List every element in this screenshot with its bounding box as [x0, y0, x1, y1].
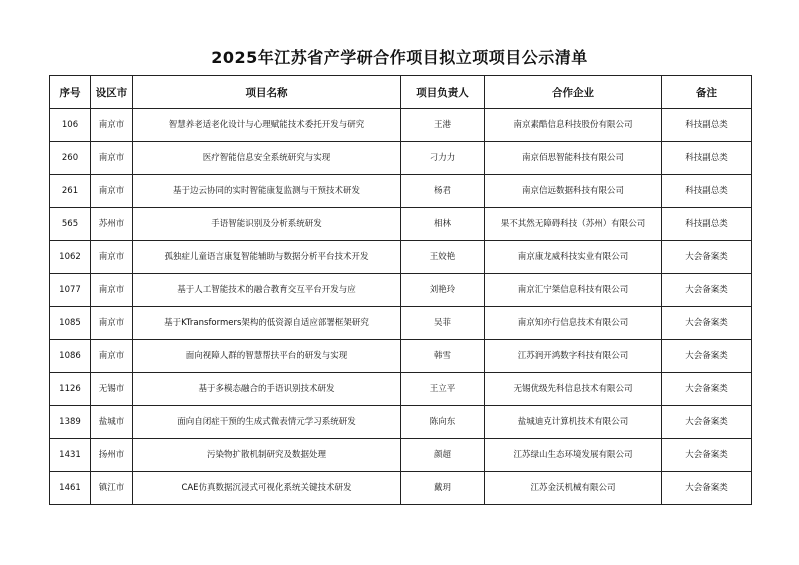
- cell-project-name: 面向视障人群的智慧帮扶平台的研发与实现: [133, 340, 401, 373]
- header-remark: 备注: [662, 76, 752, 109]
- cell-index: 1389: [50, 406, 91, 439]
- cell-project-name: 智慧养老适老化设计与心理赋能技术委托开发与研究: [133, 109, 401, 142]
- cell-remark: 大会备案类: [662, 406, 752, 439]
- cell-index: 565: [50, 208, 91, 241]
- table-row: [50, 175, 752, 208]
- cell-partner-company: 南京佰思智能科技有限公司: [485, 142, 662, 175]
- cell-index: 106: [50, 109, 91, 142]
- cell-remark: 大会备案类: [662, 274, 752, 307]
- cell-project-name: 手语智能识别及分析系统研发: [133, 208, 401, 241]
- table-body: [50, 109, 752, 505]
- table-row: [50, 340, 752, 373]
- cell-project-leader: 王港: [401, 109, 485, 142]
- cell-project-name: 基于多模态融合的手语识别技术研发: [133, 373, 401, 406]
- cell-project-name: 面向自闭症干预的生成式微表情元学习系统研发: [133, 406, 401, 439]
- cell-index: 1062: [50, 241, 91, 274]
- cell-partner-company: 江苏润开鸿数字科技有限公司: [485, 340, 662, 373]
- project-table: [49, 75, 752, 505]
- cell-project-leader: 韩雪: [401, 340, 485, 373]
- cell-partner-company: 南京素酷信息科技股份有限公司: [485, 109, 662, 142]
- cell-partner-company: 无锡优级先科信息技术有限公司: [485, 373, 662, 406]
- cell-partner-company: 江苏绿山生态环境发展有限公司: [485, 439, 662, 472]
- table-row: [50, 142, 752, 175]
- table-row: [50, 241, 752, 274]
- cell-city: 南京市: [91, 109, 133, 142]
- cell-index: 261: [50, 175, 91, 208]
- cell-partner-company: 果不其然无障碍科技（苏州）有限公司: [485, 208, 662, 241]
- cell-partner-company: 盐城迪克计算机技术有限公司: [485, 406, 662, 439]
- cell-remark: 大会备案类: [662, 373, 752, 406]
- cell-partner-company: 南京知亦行信息技术有限公司: [485, 307, 662, 340]
- cell-project-leader: 戴玥: [401, 472, 485, 505]
- cell-index: 1077: [50, 274, 91, 307]
- cell-city: 无锡市: [91, 373, 133, 406]
- cell-index: 260: [50, 142, 91, 175]
- table-row: [50, 208, 752, 241]
- cell-project-name: 医疗智能信息安全系统研究与实现: [133, 142, 401, 175]
- cell-remark: 科技副总类: [662, 142, 752, 175]
- header-project-name: 项目名称: [133, 76, 401, 109]
- header-partner-company: 合作企业: [485, 76, 662, 109]
- page-title: 2025年江苏省产学研合作项目拟立项项目公示清单: [211, 48, 588, 67]
- cell-index: 1431: [50, 439, 91, 472]
- cell-partner-company: 江苏金沃机械有限公司: [485, 472, 662, 505]
- cell-project-leader: 刁力力: [401, 142, 485, 175]
- table-row: [50, 472, 752, 505]
- cell-city: 盐城市: [91, 406, 133, 439]
- cell-city: 南京市: [91, 274, 133, 307]
- table-row: [50, 109, 752, 142]
- cell-partner-company: 南京汇宁桀信息科技有限公司: [485, 274, 662, 307]
- cell-remark: 大会备案类: [662, 307, 752, 340]
- cell-city: 南京市: [91, 241, 133, 274]
- cell-project-leader: 刘艳玲: [401, 274, 485, 307]
- cell-remark: 科技副总类: [662, 208, 752, 241]
- cell-city: 镇江市: [91, 472, 133, 505]
- cell-partner-company: 南京康龙威科技实业有限公司: [485, 241, 662, 274]
- header-project-leader: 项目负责人: [401, 76, 485, 109]
- cell-index: 1085: [50, 307, 91, 340]
- cell-project-leader: 王姣艳: [401, 241, 485, 274]
- cell-project-name: 基于人工智能技术的融合教育交互平台开发与应: [133, 274, 401, 307]
- cell-project-leader: 颜超: [401, 439, 485, 472]
- cell-project-name: 基于KTransformers架构的低资源自适应部署框架研究: [133, 307, 401, 340]
- cell-project-name: 污染物扩散机制研究及数据处理: [133, 439, 401, 472]
- cell-project-leader: 杨君: [401, 175, 485, 208]
- cell-partner-company: 南京信远数据科技有限公司: [485, 175, 662, 208]
- cell-project-name: CAE仿真数据沉浸式可视化系统关键技术研发: [133, 472, 401, 505]
- cell-city: 南京市: [91, 175, 133, 208]
- cell-project-leader: 陈向东: [401, 406, 485, 439]
- cell-project-name: 孤独症儿童语言康复智能辅助与数据分析平台技术开发: [133, 241, 401, 274]
- table-row: [50, 373, 752, 406]
- cell-remark: 科技副总类: [662, 109, 752, 142]
- cell-city: 南京市: [91, 340, 133, 373]
- table-row: [50, 439, 752, 472]
- cell-index: 1086: [50, 340, 91, 373]
- cell-project-leader: 吴菲: [401, 307, 485, 340]
- table-row: [50, 274, 752, 307]
- cell-remark: 大会备案类: [662, 472, 752, 505]
- cell-index: 1126: [50, 373, 91, 406]
- cell-city: 南京市: [91, 142, 133, 175]
- cell-remark: 大会备案类: [662, 340, 752, 373]
- table-row: [50, 307, 752, 340]
- table-row: [50, 406, 752, 439]
- header-city: 设区市: [91, 76, 133, 109]
- cell-project-leader: 王立平: [401, 373, 485, 406]
- cell-project-name: 基于边云协同的实时智能康复监测与干预技术研发: [133, 175, 401, 208]
- cell-city: 扬州市: [91, 439, 133, 472]
- cell-remark: 大会备案类: [662, 241, 752, 274]
- cell-city: 南京市: [91, 307, 133, 340]
- table-header-row: [50, 76, 752, 109]
- header-index: 序号: [50, 76, 91, 109]
- cell-city: 苏州市: [91, 208, 133, 241]
- cell-index: 1461: [50, 472, 91, 505]
- cell-remark: 大会备案类: [662, 439, 752, 472]
- cell-project-leader: 相林: [401, 208, 485, 241]
- cell-remark: 科技副总类: [662, 175, 752, 208]
